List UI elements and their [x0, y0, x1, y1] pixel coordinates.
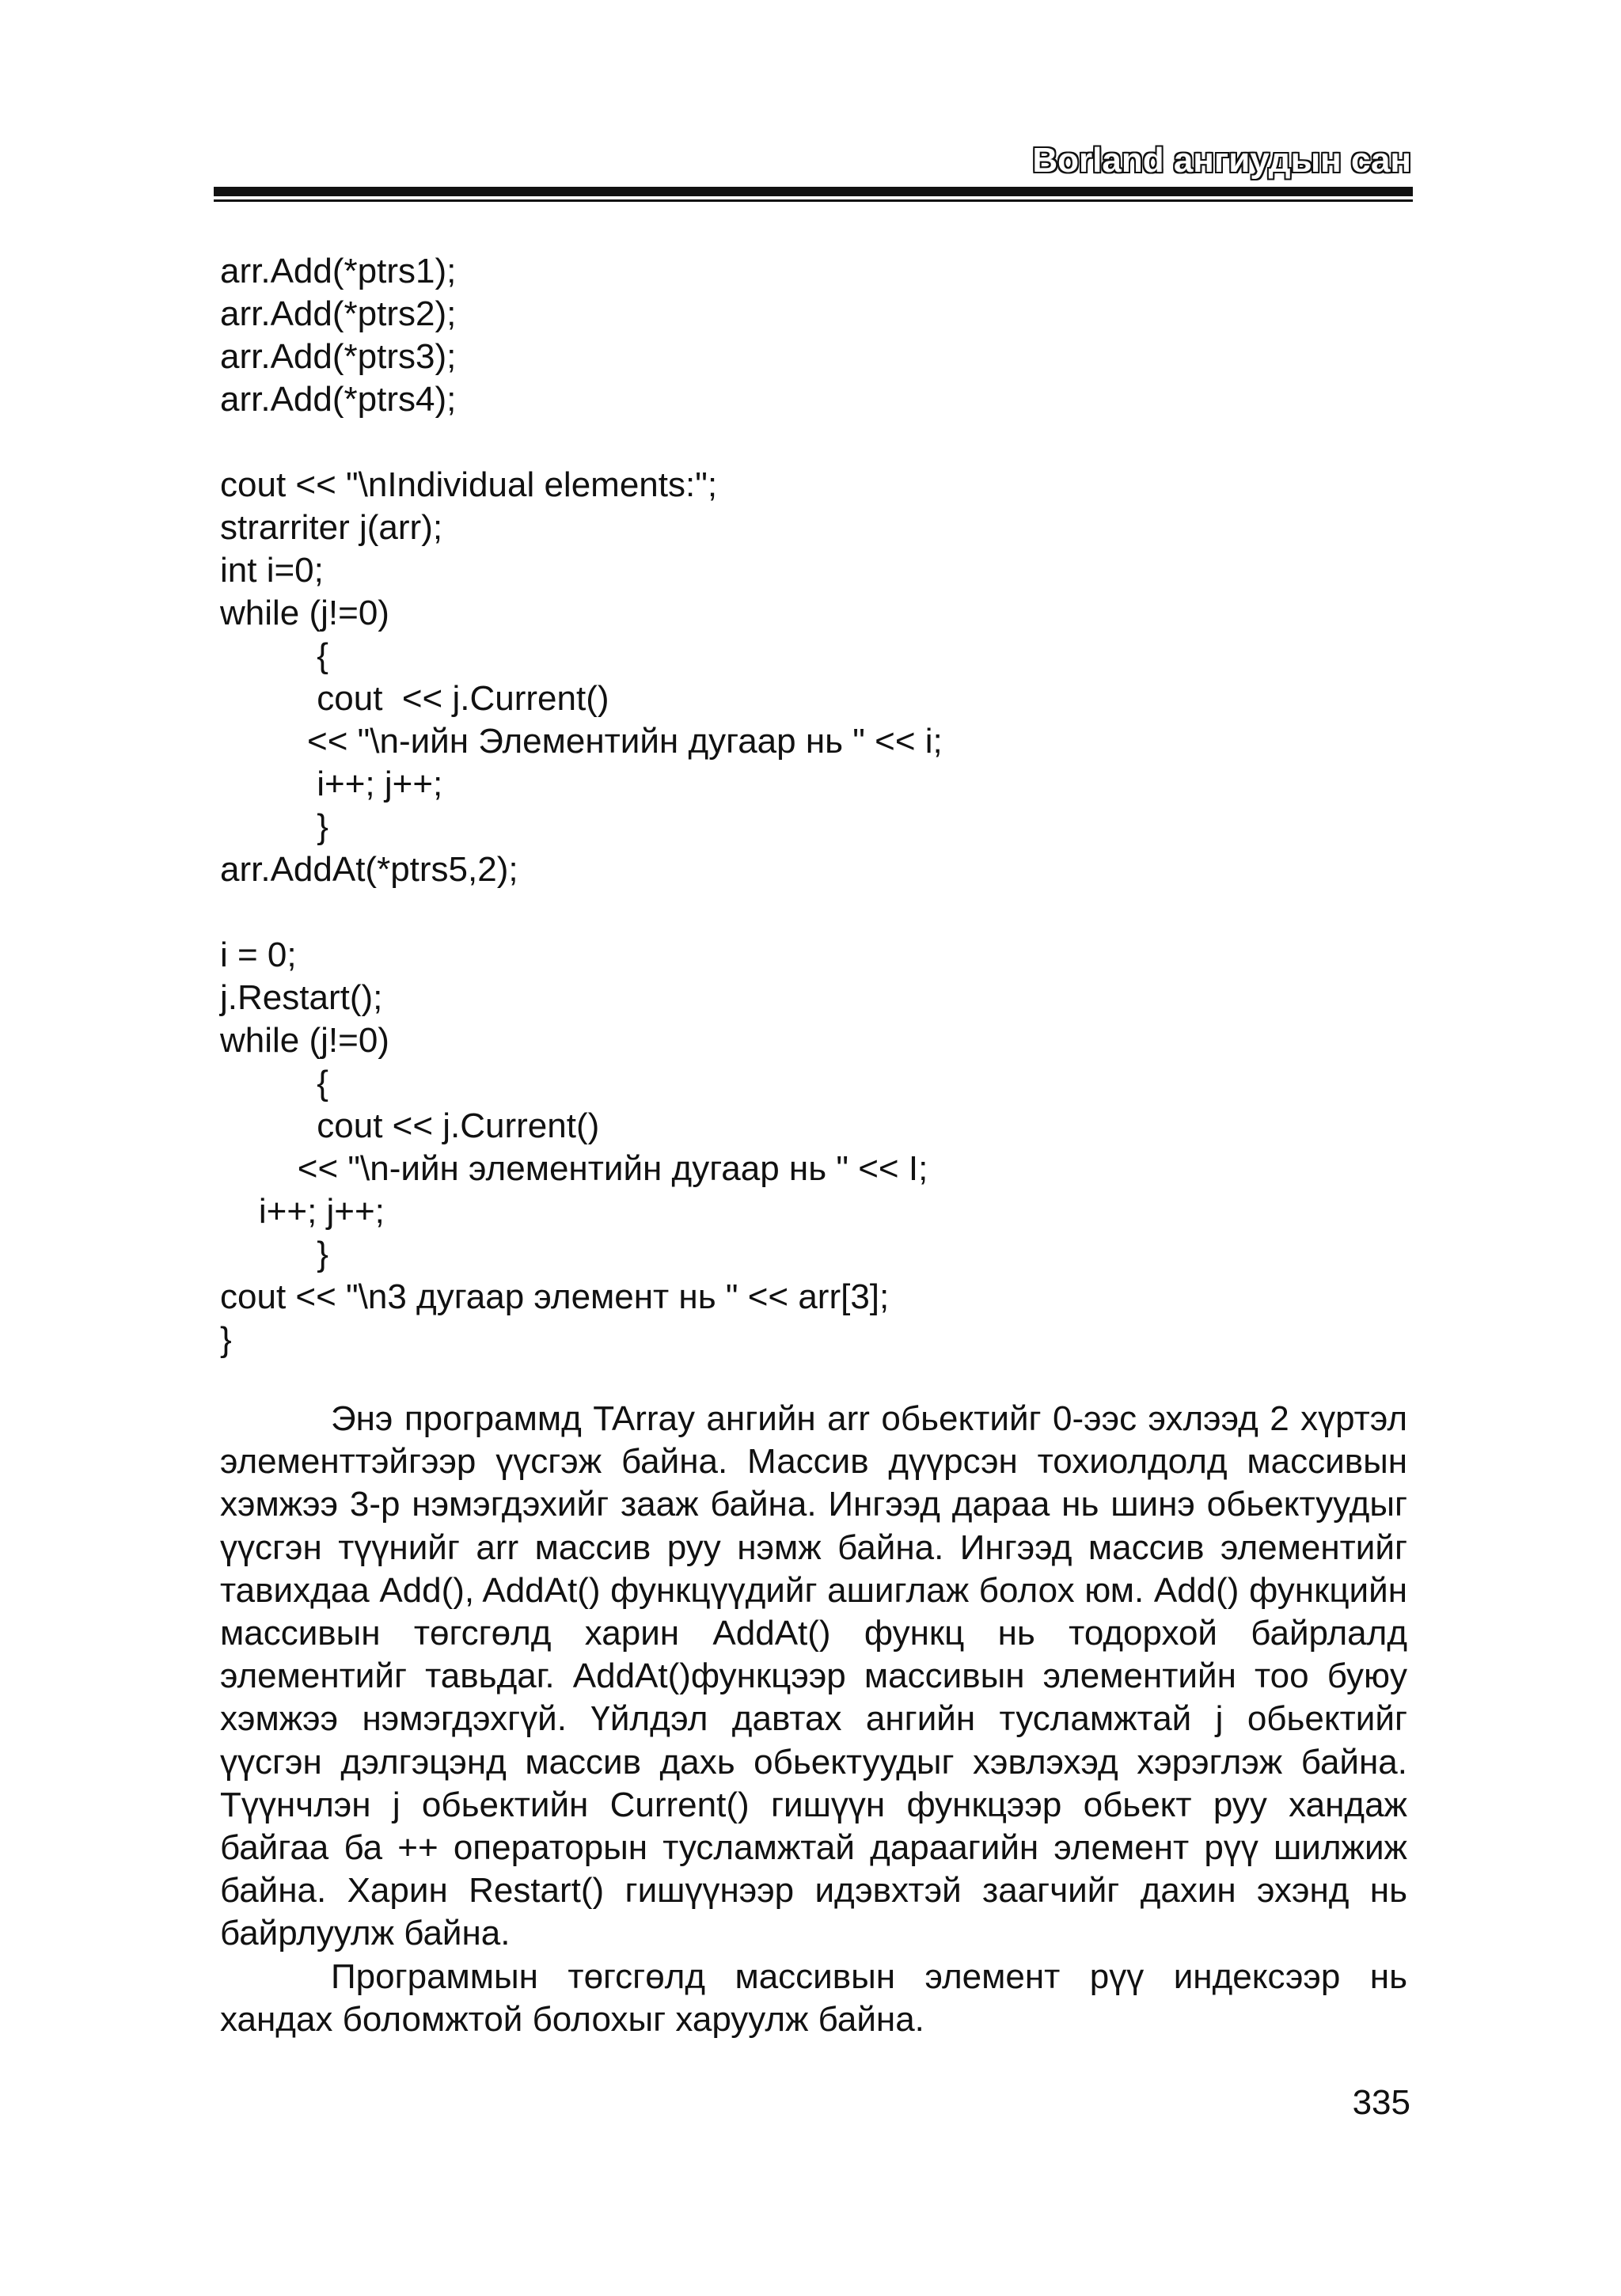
code-line: int i=0;	[220, 551, 324, 590]
paragraph: Энэ программд TArray ангийн arr обьектийг 0-ээс эхлээд 2 хүртэл элементтэйгээр үүсгэж байна. Массив дүүрсэн тохиолдолд массивын хэмжээ 3-р нэмэгдэхийг зааж байна. Ингээд дараа нь шинэ обьектуудыг үүсгэн түүнийг arr массив руу нэмж байна. Ингээд массив элементийг тавихдаа Add(), AddAt() функцүүдийг ашиглаж болох юм. Add() функцийн массивын төгсгөлд харин AddAt() функц нь тодорхой байрлалд элементийг тавьдаг. AddAt()функцээр массивын элементийн тоо буюу хэмжээ нэмэгдэхгүй. Үйлдэл давтах ангийн тусламжтай j обьектийг үүсгэн дэлгэцэнд массив дахь обьектуудыг хэвлэхэд хэрэглэж байна. Түүнчлэн j обьектийн Current() гишүүн функцээр обьект руу хандаж байгаа ба ++ операторын тусламжтай дараагийн элемент рүү шилжиж байна. Харин Restart() гишүүнээр идэвхтэй заагчийг дахин эхэнд нь байрлуулж байна.	[220, 1399, 1407, 1953]
header-rule-thick	[214, 187, 1413, 196]
paragraph: Программын төгсгөлд массивын элемент рүү индексээр нь хандах боломжтой болохыг харуулж байна.	[220, 1956, 1407, 2039]
code-listing	[220, 250, 943, 1361]
code-line: }	[220, 1235, 328, 1273]
code-line: cout << "\nIndividual elements:";	[220, 465, 718, 504]
code-line: while (j!=0)	[220, 1021, 389, 1060]
code-line: while (j!=0)	[220, 594, 389, 632]
code-line: arr.Add(*ptrs4);	[220, 380, 457, 419]
code-line: i++; j++;	[220, 765, 443, 803]
body-text	[220, 1398, 1407, 2041]
code-line: i = 0;	[220, 935, 297, 974]
code-line: arr.Add(*ptrs2);	[220, 294, 457, 333]
code-line: arr.Add(*ptrs3);	[220, 337, 457, 376]
code-line: }	[220, 807, 328, 846]
running-header-title: Borland ангиудын сан	[1032, 141, 1411, 180]
code-line: {	[220, 636, 328, 675]
code-line: i++; j++;	[220, 1192, 385, 1231]
code-line: << "\n-ийн Элементийн дугаар нь " << i;	[220, 722, 943, 761]
code-line: cout << j.Current()	[220, 679, 609, 718]
code-line	[220, 891, 943, 934]
code-line: arr.AddAt(*ptrs5,2);	[220, 850, 518, 889]
code-line: }	[220, 1320, 232, 1359]
code-line: j.Restart();	[220, 978, 383, 1017]
page-number: 335	[1352, 2083, 1410, 2122]
code-line: cout << "\n3 дугаар элемент нь " << arr[3];	[220, 1277, 890, 1316]
header-rule-thin	[214, 199, 1413, 202]
code-line: {	[220, 1064, 328, 1102]
code-line: strarriter j(arr);	[220, 508, 443, 547]
code-line: cout << j.Current()	[220, 1106, 600, 1145]
code-line	[220, 421, 943, 464]
code-line: arr.Add(*ptrs1);	[220, 252, 457, 290]
code-line: << "\n-ийн элементийн дугаар нь " << I;	[220, 1149, 928, 1188]
